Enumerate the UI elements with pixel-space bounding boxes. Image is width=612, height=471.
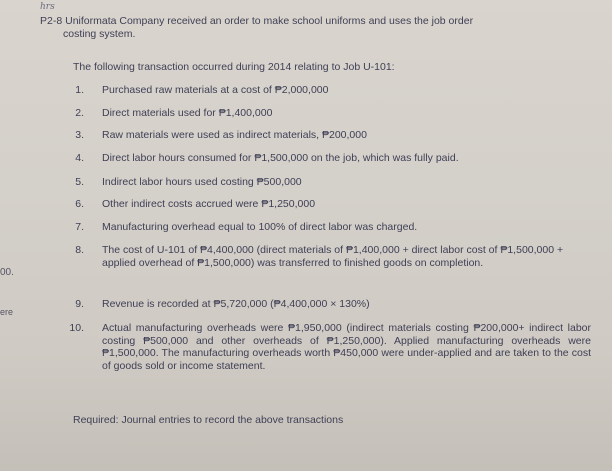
item-text: Indirect labor hours used costing ₱500,000: [102, 176, 302, 188]
item-number: 3.: [75, 129, 84, 141]
item-number: 9.: [75, 298, 84, 310]
item-number: 4.: [75, 152, 84, 164]
problem-title-line1: Uniformata Company received an order to make school uniforms and uses the job order: [65, 15, 474, 27]
problem-number: P2-8: [40, 15, 63, 27]
item-number: 8.: [75, 244, 84, 256]
item-text: Other indirect costs accrued were ₱1,250,000: [102, 198, 316, 210]
problem-title-line2: costing system.: [63, 28, 136, 40]
item-text: Direct labor hours consumed for ₱1,500,000 on the job, which was fully paid.: [102, 152, 459, 164]
item-number: 10.: [69, 322, 84, 334]
margin-fragment-2: ere: [0, 307, 14, 317]
item-number: 1.: [75, 84, 84, 96]
problem-heading: [40, 15, 600, 41]
item-text: Raw materials were used as indirect materials, ₱200,000: [102, 129, 367, 141]
item-text: Revenue is recorded at ₱5,720,000 (₱4,400,000 × 130%): [102, 298, 370, 310]
item-text: The cost of U-101 of ₱4,400,000 (direct materials of ₱1,400,000 + direct labor cost of ₱1,500,000 + applied overhead of ₱1,500,000) was transferred to finished goods on completion.: [102, 244, 564, 269]
problem-intro: The following transaction occurred during 2014 relating to Job U-101:: [73, 61, 395, 73]
list-item: [66, 244, 591, 284]
item-text: Actual manufacturing overheads were ₱1,950,000 (indirect materials costing ₱200,000+ indirect labor costing ₱500,000 and other overheads of ₱1,250,000). Applied manufacturing overheads were ₱1,500,000. The manufacturing overheads worth ₱450,000 were under-applied and are taken to the cost of goods sold or income statement.: [102, 322, 591, 372]
handwritten-note: hrs: [40, 2, 55, 12]
required-instruction: Required: Journal entries to record the above transactions: [73, 414, 344, 426]
item-number: 2.: [75, 107, 84, 119]
item-number: 7.: [75, 221, 84, 233]
item-text: Manufacturing overhead equal to 100% of direct labor was charged.: [102, 221, 418, 233]
margin-fragment-1: 00.: [0, 267, 14, 278]
item-text: Purchased raw materials at a cost of ₱2,000,000: [102, 84, 329, 96]
item-number: 5.: [75, 176, 84, 188]
item-number: 6.: [75, 198, 84, 210]
item-text: Direct materials used for ₱1,400,000: [102, 107, 273, 119]
list-item: [66, 322, 591, 397]
